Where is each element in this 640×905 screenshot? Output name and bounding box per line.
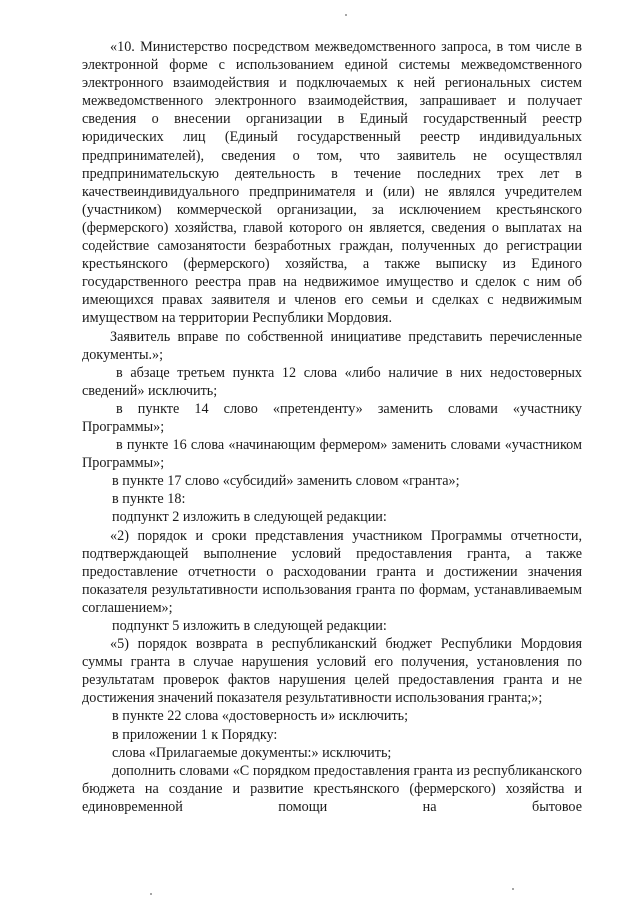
scan-speck: [345, 14, 347, 16]
document-body: [82, 38, 582, 816]
paragraph-item-18: в пункте 18:: [112, 491, 186, 508]
paragraph-item-12: в абзаце третьем пункта 12 слова «либо наличие в них недостоверных сведений» исключить;: [82, 364, 582, 399]
paragraph-item-14: в пункте 14 слово «претенденту» заменить словами «участнику Программы»;: [82, 400, 582, 435]
paragraph-item-17: в пункте 17 слово «субсидий» заменить словом «гранта»;: [112, 473, 460, 490]
paragraph-subitem-5-heading: подпункт 5 изложить в следующей редакции:: [112, 618, 387, 634]
paragraph-supplement: дополнить словами «С порядком предоставления гранта из республиканского бюджета на создание и развитие крестьянского (фермерского) хозяйства и единовременной помощи на бытовое: [82, 762, 582, 815]
paragraph-attached-docs: слова «Прилагаемые документы:» исключить;: [112, 744, 392, 761]
scan-speck: [150, 893, 152, 895]
paragraph-item-16: в пункте 16 слова «начинающим фермером» заменить словами «участником Программы»;: [82, 437, 582, 472]
paragraph-subitem-2-heading: подпункт 2 изложить в следующей редакции:: [112, 509, 387, 526]
paragraph-applicant-right: Заявитель вправе по собственной инициативе представить перечисленные документы.»;: [82, 328, 582, 363]
paragraph-item-10: «10. Министерство посредством межведомственного запроса, в том числе в электронной форме с использованием единой системы межведомственного электронного взаимодействия и подключаемых к ней региональных систем межведомственного электронного взаимодействия, запрашивает и получает сведения о внесении организации в Единый государственный реестр юридических лиц (Единый государственный реестр индивидуальных предпринимателей), сведения о том, что заявитель не осуществлял предпринимательскую деятельность в течение последних трех лет в качествеиндивидуального предпринимателя и (или) не являлся учредителем (участником) коммерческой организации, за исключением крестьянского (фермерского) хозяйства, главой которого он является, сведения о выплатах на содействие самозанятости безработных граждан, полученных до регистрации крестьянского (фермерского) хозяйства, а также выписку из Единого государственного реестра прав на недвижимое имущество и сделок с ним об имеющихся правах заявителя и членов его семьи и сделках с недвижимым имуществом на территории Республики Мордовия.: [82, 39, 582, 327]
paragraph-subitem-5-text: «5) порядок возврата в республиканский бюджет Республики Мордовия суммы гранта в случае нарушения условий его получения, установления по результатам проверок фактов нарушения целей предоставления гранта и не достижения значений показателя результативности использования гранта;»;: [82, 636, 582, 707]
scan-speck: [512, 888, 514, 890]
paragraph-item-22: в пункте 22 слова «достоверность и» исключить;: [112, 708, 409, 725]
paragraph-appendix-1: в приложении 1 к Порядку:: [112, 726, 278, 743]
paragraph-subitem-2-text: «2) порядок и сроки представления участником Программы отчетности, подтверждающей выполнение условий предоставления гранта, а также предоставление отчетности о расходовании гранта и достижении значения показателя результативности использования гранта по формам, устанавливаемым соглашением»;: [82, 527, 582, 616]
